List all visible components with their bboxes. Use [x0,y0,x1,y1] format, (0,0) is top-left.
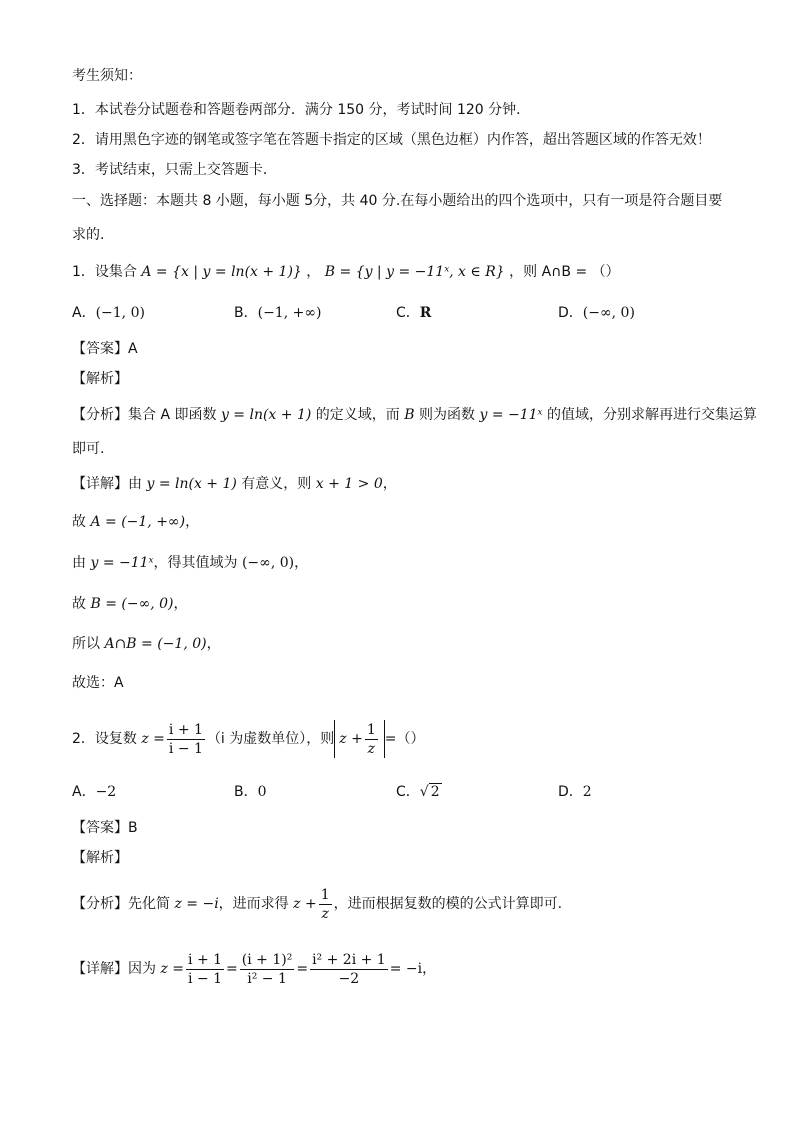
sqrt-symbol: √ 2 [419,784,440,800]
q2-option-b: B．0 [234,784,267,800]
notice-title: 考生须知： [72,68,142,84]
q2-stem: 2．设复数 z = $\frac{i + 1}{i - 1}$ （i 为虚数单位），则 z + $\frac{1}{z}$ =（） [72,721,425,757]
q2-analysis-label: 【解析】 [72,850,128,866]
q1-answer: 【答案】A [72,341,138,357]
q1-detail-line3: 由 y = −11ˣ，得其值域为 (−∞, 0)， [72,555,309,571]
q1-fenxi-line1: 【分析】集合 A 即函数 y = ln(x + 1) 的定义域，而 B 则为函数 y = −11ˣ 的值域，分别求解再进行交集运算 [72,407,757,423]
q1-option-a: A．(−1, 0) [72,305,145,321]
q1-prefix: 1．设集合 [72,264,137,280]
q1-detail-line4: 故 B = (−∞, 0)， [72,596,188,612]
answer-label: 【答案】 [72,341,128,357]
q1-stem [72,262,620,282]
q2-option-d: D．2 [558,784,592,800]
section-heading-line1: 一、选择题：本题共 8 小题，每小题 5分，共 40 分.在每小题给出的四个选项中，只有一项是符合题目要 [72,193,723,209]
q2-option-c: C．√ 2 [396,784,440,800]
q2-modulus: z + $\frac{1}{z}$ [334,720,384,758]
q2-fenxi: 【分析】先化简 z = −i，进而求得 z + $\frac{1}{z}$ ，进而根据复数的模的公式计算即可. [72,886,563,922]
q2-answer: 【答案】B [72,820,138,836]
q1-option-b: B．(−1, +∞) [234,305,322,321]
q1-choice: 故选：A [72,675,124,691]
q2-detail: 【详解】因为 z = $\frac{i + 1}{i - 1}$ = $\frac{\text{(i + 1)²}}{\text{i² − 1}}$ = $\frac{\text{i² + 2i + 1}}{-2}$ = −i， [72,951,437,987]
section-heading-line2: 求的. [72,227,105,243]
notice-item-3: 3．考试结束，只需上交答题卡． [72,162,277,178]
q1-set-b: B = {y | y = −11ˣ, x ∈ R} [324,264,505,280]
q1-sep: ， [306,264,321,280]
q1-option-c: C．R [396,305,432,321]
q1-suffix: ，则 A∩B = （） [509,264,620,280]
q2-option-a: A．−2 [72,784,117,800]
q1-detail-line2: 故 A = (−1, +∞)， [72,514,200,530]
notice-item-2: 2．请用黑色字迹的钢笔或签字笔在答题卡指定的区域（黑色边框）内作答，超出答题区域的作答无效！ [72,132,711,148]
q1-analysis-label: 【解析】 [72,371,128,387]
q1-fenxi-line2: 即可. [72,441,105,457]
q1-detail-line5: 所以 A∩B = (−1, 0)， [72,636,221,652]
q1-option-d: D．(−∞, 0) [558,305,635,321]
notice-item-1: 1．本试卷分试题卷和答题卷两部分．满分 150 分，考试时间 120 分钟． [72,102,531,118]
q1-set-a: A = {x | y = ln(x + 1)} [141,264,302,280]
q1-detail-line1: 【详解】由 y = ln(x + 1) 有意义，则 x + 1 > 0， [72,476,397,492]
q2-fraction: $\frac{i + 1}{i - 1}$ [168,721,203,757]
